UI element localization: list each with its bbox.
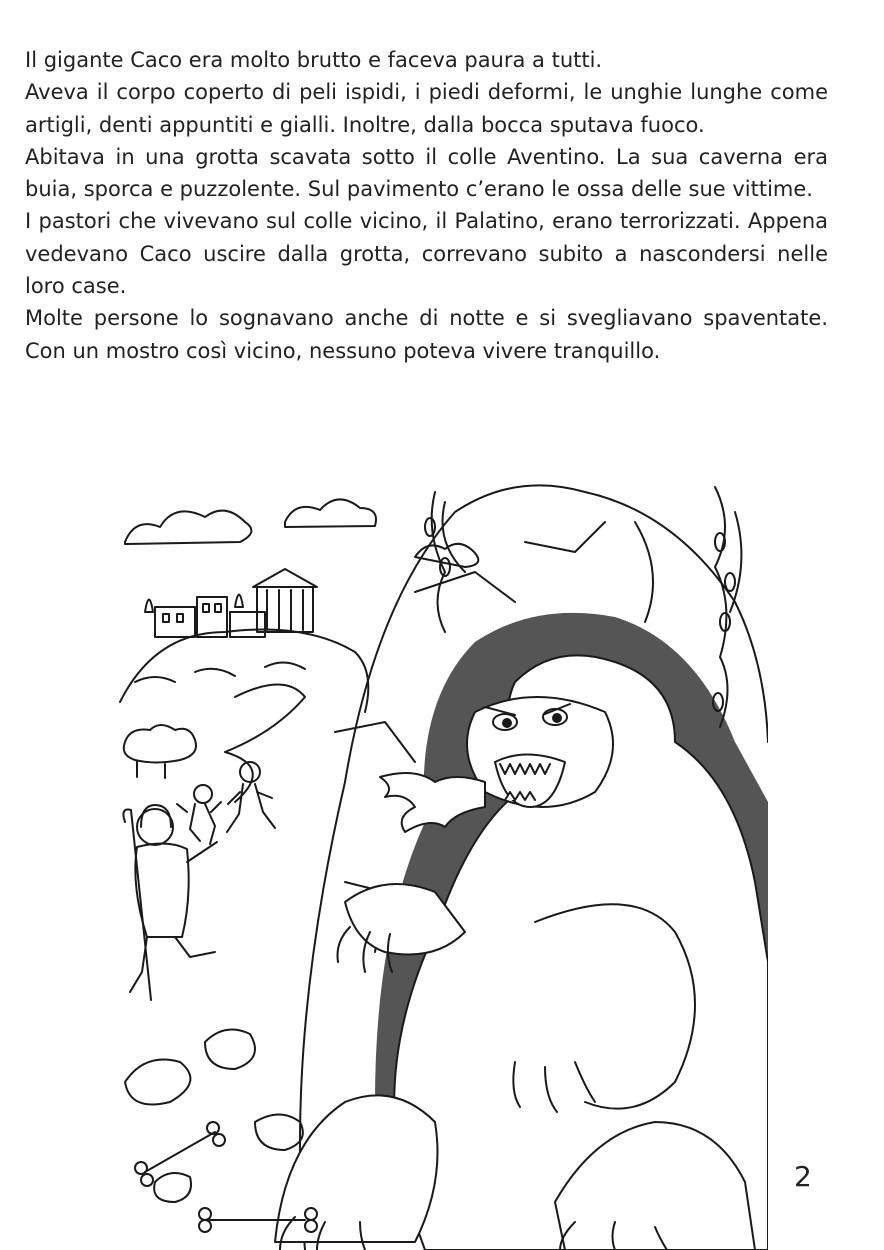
running-shepherd bbox=[123, 805, 217, 1000]
paragraph-4: I pastori che vivevano sul colle vicino, il Palatino, erano terrorizzati. Appena vedevano Caco uscire dalla grotta, correvano subito a nascondersi nelle loro case. bbox=[25, 209, 828, 299]
paragraph-5: Molte persone lo sognavano anche di notte e si svegliavano spaventate. Con un mostro così vicino, nessuno poteva vivere tranquillo. bbox=[25, 306, 828, 363]
sheep bbox=[124, 725, 196, 778]
paragraph-1: Il gigante Caco era molto brutto e faceva paura a tutti. bbox=[25, 48, 603, 72]
town-buildings bbox=[145, 569, 317, 637]
paragraph-3: Abitava in una grotta scavata sotto il colle Aventino. La sua caverna era buia, sporca e puzzolente. Sul pavimento c’erano le ossa delle sue vittime. bbox=[25, 144, 828, 202]
fleeing-shepherds bbox=[177, 762, 275, 844]
story-text bbox=[25, 44, 828, 367]
paragraph-2: Aveva il corpo coperto di peli ispidi, i piedi deformi, le unghie lunghe come artigli, denti appuntiti e gialli. Inoltre, dalla bocca sputava fuoco. bbox=[25, 80, 828, 137]
palatine-hill bbox=[120, 630, 368, 713]
coloring-illustration bbox=[115, 482, 768, 1250]
page-number: 2 bbox=[794, 1160, 812, 1193]
winding-path bbox=[225, 685, 305, 803]
